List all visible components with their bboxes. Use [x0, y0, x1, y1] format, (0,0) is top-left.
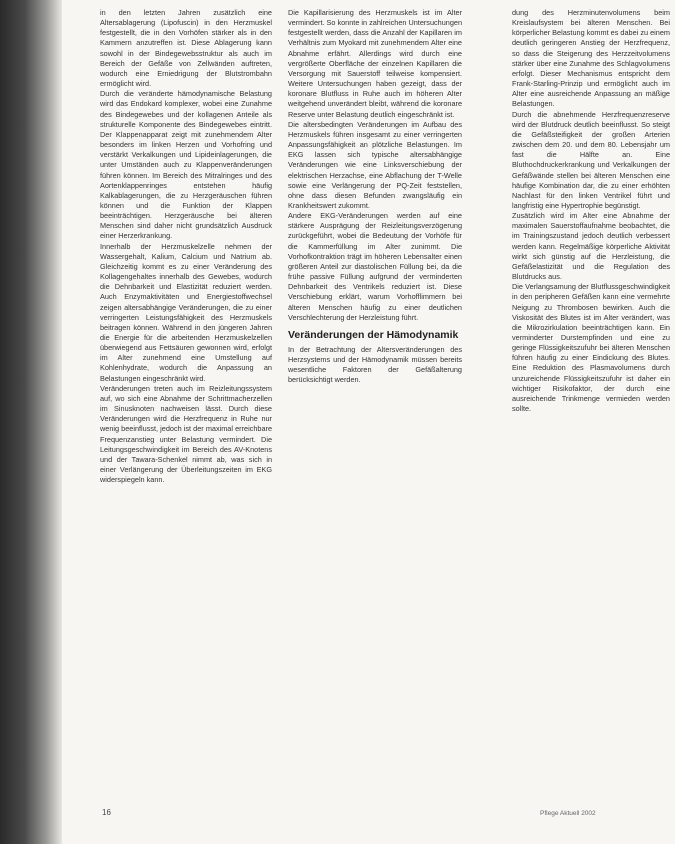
page-footer: Pflege Aktuell 2002: [540, 810, 596, 817]
paragraph: Zusätzlich wird im Alter eine Abnahme der maximalen Sauerstoffaufnahme beobachtet, die im Trainingszustand jedoch deutlich verbessert werden kann. Regelmäßige körperliche Aktivität wirkt sich günstig auf die Herzleistung, die Gefäßelastizität und die Regulation des Blutdrucks aus.: [512, 211, 670, 282]
paragraph: dung des Herzminutenvolumens beim Kreislaufsystem bei älteren Menschen. Bei körperlicher Belastung kommt es dabei zu einem deutlich geringeren Anstieg der Herzfrequenz, so dass die Steigerung des Herzzeitvolumens stärker über eine Zunahme des Schlagvolumens erfolgt. Dieser Mechanismus entspricht dem Frank-Starling-Prinzip und ermöglicht auch im Alter eine ausreichende Anpassung an mäßige Belastungen.: [512, 8, 670, 109]
page-number: 16: [102, 808, 111, 817]
book-binding-shadow: [0, 0, 62, 844]
paragraph: Innerhalb der Herzmuskelzelle nehmen der Wassergehalt, Kalium, Calcium und Natrium ab. Gleichzeitig kommt es zu einer Veränderung des Kollagengehaltes innerhalb des Gewebes, wodurch die Dehnbarkeit und Elastizität reduziert werden. Auch Enzymaktivitäten und Energiestoffwechsel zeigen altersabhängige Veränderungen, die zu einer verringerten Leistungsfähigkeit des Herzmuskels beitragen können. Während in den jüngeren Jahren die Energie für die arbeitenden Herzmuskelzellen überwiegend aus Fettsäuren gewonnen wird, erfolgt im Alter zunehmend eine Umstellung auf Kohlenhydrate, wodurch die Anpassung an Belastungen eingeschränkt wird.: [100, 241, 272, 383]
paragraph: Andere EKG-Veränderungen werden auf eine stärkere Ausprägung der Reizleitungsverzögerung zurückgeführt, wobei die Bedeutung der Vorhöfe für die Kammerfüllung im Alter zunimmt. Die Vorhofkontraktion trägt im höheren Lebensalter einen größeren Anteil zur diastolischen Füllung bei, da die frühe passive Füllung aufgrund der verminderten Dehnbarkeit des Ventrikels reduziert ist. Diese Verschiebung erklärt, warum Vorhofflimmern bei älteren Menschen häufig zu einer deutlichen Verschlechterung der Herzleistung führt.: [288, 211, 462, 322]
text-column-1: [100, 8, 272, 808]
paragraph: Die altersbedingten Veränderungen im Aufbau des Herzmuskels führen insgesamt zu einer verringerten Anpassungsfähigkeit an plötzliche Belastungen. Im EKG lassen sich typische altersabhängige Veränderungen wie eine Linksverschiebung der elektrischen Herzachse, eine Abflachung der T-Welle sowie eine Verlängerung der PQ-Zeit feststellen, ohne dass diesen Befunden zwangsläufig ein Krankheitswert zukommt.: [288, 119, 462, 210]
section-heading: Veränderungen der Hämodynamik: [288, 328, 459, 341]
paragraph: In der Betrachtung der Altersveränderungen des Herzsystems und der Hämodynamik müssen bereits wesentliche Faktoren der Gefäßalterung berücksichtigt werden.: [288, 344, 462, 385]
paragraph: Die Kapillarisierung des Herzmuskels ist im Alter vermindert. So konnte in zahlreichen Untersuchungen festgestellt werden, dass die Anzahl der Kapillaren im Verhältnis zum Myokard mit zunehmendem Alter eine Abnahme erfährt. Allerdings wird durch eine vergrößerte Oberfläche der einzelnen Kapillaren die Versorgung mit Sauerstoff teilweise kompensiert. Weitere Untersuchungen haben gezeigt, dass der koronare Blutfluss in Ruhe auch im höheren Alter weitgehend unverändert bleibt, während die koronare Reserve unter Belastung deutlich eingeschränkt ist.: [288, 8, 462, 119]
paragraph: in den letzten Jahren zusätzlich eine Altersablagerung (Lipofuscin) in den Herzmuskel festgestellt, die in den Vorhöfen stärker als in den Kammern anzutreffen ist. Diese Ablagerung kann sowohl in der Bindegewebsstruktur als auch im Bereich der Gefäße von Zellwänden auftreten, wodurch eine Erniedrigung der Blutstrombahn ermöglicht wird.: [100, 8, 272, 89]
paragraph: Die Verlangsamung der Blutflussgeschwindigkeit in den peripheren Gefäßen kann eine vermehrte Neigung zu Thrombosen bewirken. Auch die Viskosität des Blutes ist im Alter verändert, was die Mikrozirkulation beeinträchtigen kann. Ein verminderter Durstempfinden und eine zu geringe Flüssigkeitszufuhr bei älteren Menschen führen häufig zu einer Eindickung des Blutes. Eine Reduktion des Plasmavolumens durch unzureichende Flüssigkeitszufuhr ist daher ein wichtiger Risikofaktor, der durch eine ausreichende Trinkmenge vermieden werden sollte.: [512, 282, 670, 414]
paragraph: Veränderungen treten auch im Reizleitungssystem auf, wo sich eine Abnahme der Schrittmacherzellen im Sinusknoten nachweisen lässt. Durch diese Veränderungen wird die Herzfrequenz in Ruhe nur wenig beeinflusst, jedoch ist der maximal erreichbare Frequenzanstieg unter Belastung vermindert. Die Leitungsgeschwindigkeit im Bereich des AV-Knotens und der Tawara-Schenkel nimmt ab, was sich in einer Verlängerung der Überleitungszeiten im EKG widerspiegeln kann.: [100, 383, 272, 485]
paragraph: Durch die veränderte hämodynamische Belastung wird das Endokard komplexer, wobei eine Zunahme des Bindegewebes und der kollagenen Anteile als strukturelle Komponente des Bindegewebes eintritt. Der Klappenapparat zeigt mit zunehmendem Alter besonders im linken Herzen und Vorhofring und verstärkt Verkalkungen und Lipideinlagerungen, die unter Umständen auch zu Klappenveränderungen führen können. Im Bereich des Mitralringes und des Aortenklappenringes entstehen häufig Kalkablagerungen, die zu Herzgeräuschen führen können und die Funktion der Klappen beeinträchtigen. Herzgeräusche bei älteren Menschen sind daher nicht grundsätzlich Ausdruck einer Herzerkrankung.: [100, 89, 272, 241]
paragraph: Durch die abnehmende Herzfrequenzreserve wird der Blutdruck deutlich beeinflusst. So steigt die Gefäßsteifigkeit der großen Arterien zwischen dem 20. und dem 80. Lebensjahr um fast die Hälfte an. Eine Bluthochdruckerkrankung und Verkalkungen der Gefäßwände stellen bei älteren Menschen eine häufige Kombination dar, die zu einer erhöhten Nachlast für den linken Ventrikel führt und langfristig eine Hypertrophie begünstigt.: [512, 109, 670, 210]
text-column-2: [288, 8, 462, 808]
text-column-3: [512, 8, 670, 808]
